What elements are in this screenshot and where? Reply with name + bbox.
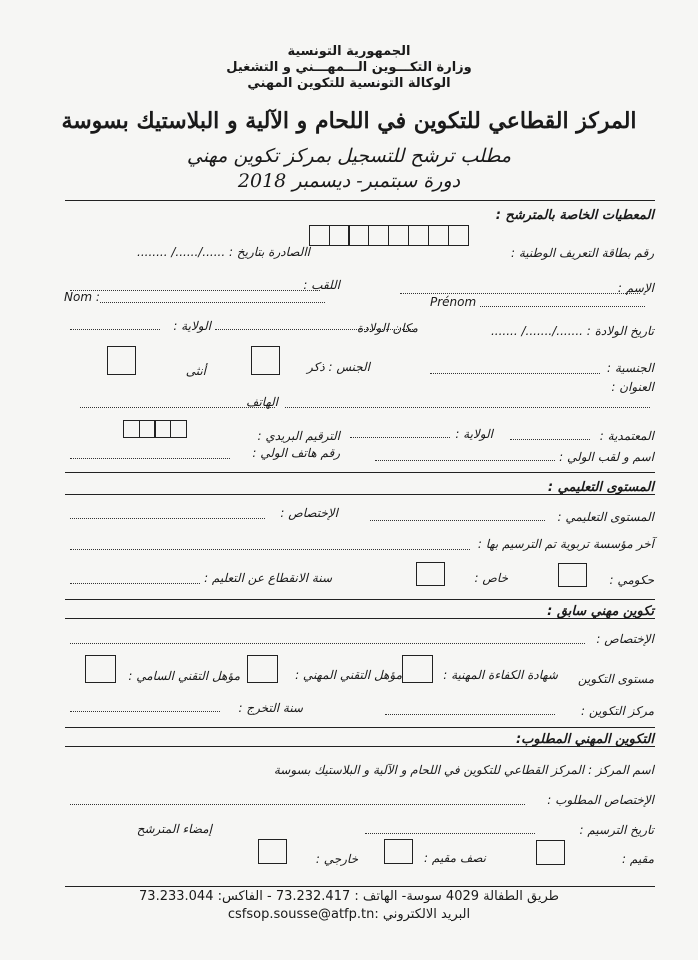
external-checkbox[interactable] — [258, 839, 287, 864]
phone-label: الهاتف — [246, 395, 278, 409]
female-checkbox[interactable] — [107, 346, 136, 375]
sex-label: الجنس : ذكر — [306, 360, 370, 374]
center-title: المركز القطاعي للتكوين في اللحام و الآلية و البلاستيك بسوسة — [61, 108, 637, 134]
grad-year-label: سنة التخرج : — [238, 701, 303, 715]
external-label: خارجي : — [315, 852, 358, 866]
private-checkbox[interactable] — [416, 562, 445, 586]
prior-specialty-field[interactable] — [70, 643, 585, 644]
wilaya-label: الولاية : — [455, 427, 493, 441]
requested-center-label: اسم المركز : المركز القطاعي للتكوين في اللحام و الآلية و البلاستيك بسوسة — [273, 763, 654, 777]
guardian-phone-label: رقم هاتف الولي : — [252, 446, 340, 460]
delegation-label: المعتمدية : — [599, 429, 654, 443]
postal-code-cells[interactable] — [124, 420, 187, 438]
issued-date-field[interactable]: االصادرة بتاريخ : ....../....../ ........ — [137, 245, 310, 259]
request-title: مطلب ترشح للتسجيل بمركز تكوين مهني — [186, 145, 512, 167]
section-personal-heading: المعطيات الخاصة بالمترشح : — [495, 208, 654, 223]
birth-wilaya-field[interactable] — [70, 329, 160, 330]
nationality-field[interactable] — [430, 373, 600, 374]
half-resident-checkbox[interactable] — [384, 839, 413, 864]
training-level-label: مستوى التكوين — [577, 672, 654, 686]
birth-place-field[interactable] — [215, 329, 415, 330]
public-checkbox[interactable] — [558, 563, 587, 587]
cap-label: شهادة الكفاءة المهنية : — [443, 668, 558, 682]
divider — [65, 472, 655, 473]
registration-date-label: تاريخ الترسيم : — [579, 823, 654, 837]
edu-level-field[interactable] — [370, 520, 545, 521]
female-label: أنثى — [185, 364, 206, 378]
birth-place-label: مكان الولادة — [356, 321, 418, 335]
grad-year-field[interactable] — [70, 711, 220, 712]
divider — [65, 599, 655, 600]
resident-label: مقيم : — [622, 852, 654, 866]
cap-checkbox[interactable] — [402, 655, 433, 683]
wilaya-field[interactable] — [350, 437, 450, 438]
first-name-label: الإسم : — [617, 281, 654, 295]
agency-line: الوكالة التونسية للتكوين المهني — [247, 76, 451, 91]
divider — [65, 746, 655, 747]
phone-field[interactable] — [80, 407, 275, 408]
requested-specialty-field[interactable] — [70, 804, 525, 805]
training-center-label: مركز التكوين : — [581, 704, 654, 718]
bts-label: مؤهل التقني السامي : — [128, 669, 240, 683]
specialty-label: الإختصاص : — [280, 506, 338, 520]
prenom-field[interactable] — [480, 306, 645, 307]
first-name-field[interactable] — [400, 293, 640, 294]
section-prior-training-heading: تكوين مهني سابق : — [547, 604, 654, 619]
bts-checkbox[interactable] — [85, 655, 116, 683]
prior-specialty-label: الإختصاص : — [596, 632, 654, 646]
male-checkbox[interactable] — [251, 346, 280, 375]
id-card-label: رقم بطاقة التعريف الوطنية : — [510, 246, 654, 260]
last-name-field[interactable] — [70, 290, 320, 291]
id-card-cells[interactable] — [310, 225, 469, 246]
section-education-heading: المستوى التعليمي : — [547, 480, 654, 495]
postal-code-label: الترقيم البريدي : — [257, 429, 340, 443]
guardian-name-field[interactable] — [375, 460, 555, 461]
dropout-year-label: سنة الانقطاع عن التعليم : — [204, 571, 332, 585]
footer-email: البريد الالكتروني :csfsop.sousse@atfp.tn — [227, 907, 471, 922]
delegation-field[interactable] — [510, 439, 590, 440]
divider — [65, 727, 655, 728]
birth-date-field[interactable]: تاريخ الولادة : ......./......./ ....... — [490, 324, 654, 338]
session-title: دورة سبتمبر- ديسمبر 2018 — [237, 170, 461, 192]
btp-checkbox[interactable] — [247, 655, 278, 683]
nationality-label: الجنسية : — [607, 361, 654, 375]
divider — [65, 618, 655, 619]
divider — [65, 200, 655, 201]
ministry-line: وزارة التكـــوين الـــمهـــني و التشغيل — [226, 60, 472, 75]
republic-line: الجمهورية التونسية — [287, 44, 411, 59]
address-label: العنوان : — [611, 380, 654, 394]
last-name-label: اللقب : — [303, 278, 340, 292]
edu-level-label: المستوى التعليمي : — [557, 510, 654, 524]
prenom-label: Prénom — [430, 295, 477, 309]
section-requested-training-heading: التكوين المهني المطلوب: — [515, 732, 654, 747]
half-resident-label: نصف مقيم : — [424, 851, 486, 865]
btp-label: مؤهل التقني المهني : — [295, 668, 402, 682]
address-field[interactable] — [285, 407, 650, 408]
dropout-year-field[interactable] — [70, 583, 200, 584]
nom-field[interactable] — [100, 302, 325, 303]
guardian-phone-field[interactable] — [70, 458, 230, 459]
footer-address: طريق الطفالة 4029 سوسة- الهاتف : 73.232.417 - الفاكس: 73.233.044 — [139, 889, 559, 904]
public-label: حكومي : — [609, 573, 654, 587]
divider — [65, 494, 655, 495]
last-school-field[interactable] — [70, 549, 470, 550]
training-center-field[interactable] — [385, 714, 555, 715]
last-school-label: آخر مؤسسة تربوية تم الترسيم بها : — [477, 537, 654, 551]
signature-label: إمضاء المترشح — [136, 822, 212, 836]
nom-label: Nom : — [64, 290, 100, 304]
specialty-field[interactable] — [70, 518, 265, 519]
resident-checkbox[interactable] — [536, 840, 565, 865]
private-label: خاص : — [474, 571, 508, 585]
birth-wilaya-label: الولاية : — [173, 319, 211, 333]
registration-date-field[interactable] — [365, 833, 535, 834]
requested-specialty-label: الإختصاص المطلوب : — [547, 793, 654, 807]
footer-divider — [65, 886, 655, 887]
guardian-name-label: اسم و لقب الولي : — [559, 450, 654, 464]
